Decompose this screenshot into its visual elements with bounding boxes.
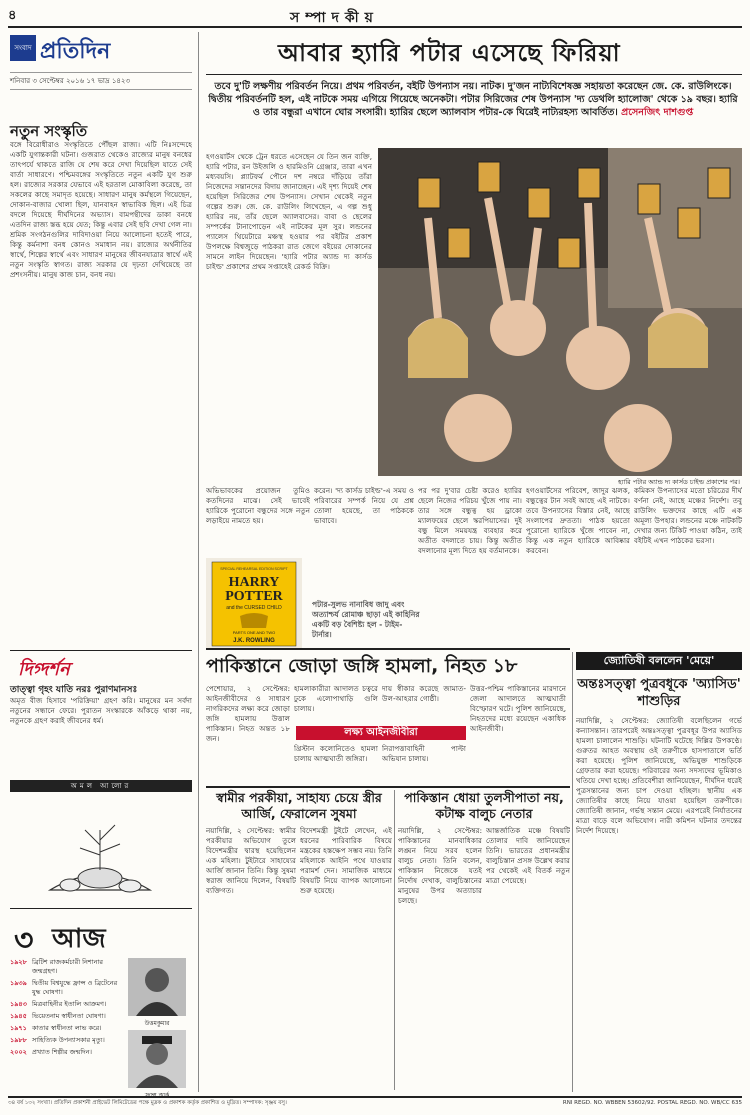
aaj-date-number: ৩ — [14, 923, 34, 958]
pakistan-headline: পাকিস্তানে জোড়া জঙ্গি হামলা, নিহত ১৮ — [206, 655, 518, 677]
aaj-item: ১৯২৮ ব্রিটিশ রাজকর্মচারী নিশানার জন্মগ্রহণ। — [10, 958, 103, 975]
aaj-list — [10, 958, 122, 1060]
swami-headline: স্বামীর পরকীয়া, সাহায্য চেয়ে স্ত্রীর আর্জি, ফেরালেন সুষমা — [216, 790, 382, 821]
pakistan-story-text: উত্তর-পশ্চিম পাকিস্তানের মারদানে জেলা আদালতে আত্মঘাতী বিস্ফোরণ ঘটে। পুলিশ জানিয়েছে, নিহতদের মধ্যে রয়েছেন একাধিক আইনজীবী। — [470, 684, 566, 733]
aaj-item: ১৯৪৩ মিত্রবাহিনীর ইতালি আক্রমণ। — [10, 1000, 107, 1008]
footer-imprint: ৩৪ বর্ষ ১৩২ সংখ্যা। প্রতিদিন প্রকাশনী প্রাইভেট লিমিটেডের পক্ষে মুদ্রক ও প্রকাশক কর্তৃক প্রকাশিত ও মুদ্রিত। সম্পাদক: সৃঞ্জয় বসু। — [8, 1100, 287, 1106]
swami-story-text: বিদেশমন্ত্রী টুইটে লেখেন, এই ধরনের পারিবারিক বিষয়ে মন্ত্রকের হস্তক্ষেপ সম্ভব নয়। তিনি মহিলাকে আইনি পথে যাওয়ার পরামর্শ দেন। সামাজিক মাধ্যমে বিষয়টি নিয়ে ব্যাপক আলোচনা শুরু হয়েছে। — [300, 826, 392, 895]
lead-story-text: অভিভাবকের প্রয়োজন তুমিও কতদিনের মাঝে। সেই ভাবেই হ্যারিকে পুরোনো বন্ধুদের সঙ্গে নতুন লড়াইয়ে নামতে হয়। — [206, 486, 310, 525]
book-subtitle: and the CURSED CHILD — [226, 605, 282, 611]
aaj-item: ১৯৩৯ দ্বিতীয় বিশ্বযুদ্ধে ফ্রান্স ও ব্রিটেনের যুদ্ধ ঘোষণা। — [10, 979, 118, 996]
baluch-headline: পাকিস্তান ধোয়া তুলসীপাতা নয়, কটাক্ষ বালুচ নেতার — [404, 790, 564, 821]
masthead-name: প্রতিদিন — [40, 39, 111, 64]
aaj-item: ২০০২ প্রখ্যাত শিল্পীর জন্মদিন। — [10, 1048, 92, 1056]
book-cover-image — [206, 558, 302, 650]
jyotishi-tag: জ্যোতিষী বললেন 'মেয়ে' — [576, 652, 742, 670]
pull-quote: পটার-সুলভ নানাবিধ জাদু এবং অত্যাশ্চর্য রোমাঞ্চ ছাড়া এই কাহিনির একটি বড় বৈশিষ্ট্য হল - টাইম-টার্নার। — [312, 600, 420, 639]
swami-story-text: নয়াদিল্লি, ২ সেপ্টেম্বর: স্বামীর পরকীয়ার অভিযোগ তুলে বিদেশমন্ত্রীর দ্বারস্থ হয়েছিলেন এক মহিলা। টুইটারে সাহায্যের আর্জি জানান তিনি। কিন্তু সুষমা স্বরাজ জানিয়ে দিলেন, বিষয়টি ব্যক্তিগত। — [206, 826, 296, 895]
lead-story-text: কমিকস উপন্যাসের মতো চরিত্রের দীর্ঘ বর্ণনা নেই, আছে মঞ্চের নির্দেশ। তবু রাউলিং ভক্তদের কাছে এটি এক অমূল্য উপহার। লন্ডনের মঞ্চে নাটকটি দেখার জন্য টিকিট পাওয়া কঠিন, তাই বইটিই এখন পাঠকের ভরসা। — [634, 486, 742, 545]
book-tag: SPECIAL REHEARSAL EDITION SCRIPT — [220, 567, 288, 571]
pakistan-story-text: নিরাপত্তাবাহিনী পাল্টা অভিযান চালায়। — [382, 744, 466, 763]
digdarshan-subtitle: তাত্ত্বা গৃহং যাতি নরঃ পুরাণমানসঃ — [10, 685, 138, 695]
author-credit: প্রসেনজিৎ দাশগুপ্ত — [621, 107, 694, 118]
digdarshan-body: অমৃত বীজ হিসাবে 'পরিক্রিয়া' গ্রহণ করি। মানুষের মন সর্বদা নতুনের সন্ধানে ফেরে। পুরাতন সংস্কারকে আঁকড়ে থাকা নয়, নতুনকে গ্রহণ করাই জীবনের ধর্ম। — [10, 696, 192, 725]
aaj-item: ১৯৪৫ ভিয়েতনাম স্বাধীনতা ঘোষণা। — [10, 1012, 106, 1020]
pakistan-story-text: হামলাকারীরা আদালত চত্বরে ঢুকে এলোপাথাড়ি গুলি চালায়। — [294, 684, 378, 713]
photo-caption: হ্যারি পটার অ্যান্ড দ্য কার্সড চাইল্ড প্রকাশের পর। — [618, 478, 740, 486]
dateline: শনিবার ৩ সেপ্টেম্বর ২০১৬ ১৭ ভাদ্র ১৪২৩ — [10, 72, 192, 90]
editorial-body: বঙ্গে বিরোধীরাও সংস্কৃতিতে পৌঁছল রাজ্য। এটি নিঃসন্দেহে একটি যুগান্তকারী ঘটনা। গুজরাত থেকেও রাজ্যের মানুষ বনধের তাৎপর্যে থাকতে রাজি যে শেষ করে দেখা দিয়েছিল যাতে সেই বার্তা সাধারণে। পশ্চিমবঙ্গের সংস্কৃতিতে নতুন একটি যুগ শুরু হল। রাজ্যের সরকার যেভাবে এই হরতাল মোকাবিলা করেছে, তা সকলের কাছে সমাদৃত হয়েছে। সাধারণ মানুষ কর্মস্থলে গিয়েছেন, দোকান-বাজার খোলা ছিল, যানবাহন স্বাভাবিক ছিল। এই চিত্র বদলে দিয়েছে দীর্ঘদিনের অভ্যাস। বামপন্থীদের ডাকা বনধে এতদিন রাজ্য স্তব্ধ হয়ে যেত; কিন্তু এবার সেই ছবি দেখা গেল না। শ্রমিক সংগঠনগুলির দাবিদাওয়া নিয়ে আলোচনা হতেই পারে, কিন্তু কর্মনাশা বনধ কোনও সমাধান নয়। রাজ্যের অর্থনীতির স্বার্থে, শিল্পের স্বার্থে এবং সাধারণ মানুষের জীবনযাত্রার স্বার্থে এই নতুন সংস্কৃতি স্বাগত। রাজ্য সরকার যে দৃঢ়তা দেখিয়েছে তা প্রশংসনীয়। মানুষ কাজ চান, বনধ নয়। — [10, 140, 192, 279]
baluch-story-text: আন্তর্জাতিক মঞ্চে বিষয়টি তোলার দাবি জানিয়েছেন তিনি। ভারতের প্রধানমন্ত্রীর বালুচিস্তান প্রসঙ্গ উল্লেখ করার পর থেকেই এই বিতর্ক নতুন মাত্রা পেয়েছে। — [486, 826, 570, 885]
lead-deck: তবে দু'টি লক্ষণীয় পরিবর্তন নিয়ে। প্রথম পরিবর্তন, বইটি উপন্যাস নয়। নাটক। দু'জন নাট্যবিশেষজ্ঞ সহায়তা করেছেন জে. কে. রাউলিংকে। দ্বিতীয় পরিবর্তনটি হল, এই নাটকে সময় এগিয়ে গিয়েছে অনেকটা। পটার সিরিজের শেষ উপন্যাস 'দ্য ডেথলি হ্যালোজ' থেকে ১৯ বছর। হ্যারি ও তার বন্ধুরা এখানে ঘোর সংসারী। হ্যারির ছেলে অ্যালবাস পটার-কে ঘিরেই নাট্যরহস্য আবর্তিত। প্রসেনজিৎ দাশগুপ্ত — [208, 81, 738, 118]
registration-number: RNI REGD. NO. WBBEN 53602/92. POSTAL REGD. NO. WB/CC 635 — [562, 1100, 742, 1106]
book-parts: PARTS ONE AND TWO — [232, 630, 276, 635]
divider — [206, 786, 570, 788]
book-author: J.K. ROWLING — [233, 638, 275, 644]
aaj-item: ১৯৮৮ সাহিত্যিক উপন্যাসকার মৃত্যু। — [10, 1036, 105, 1044]
pakistan-subhead: লক্ষ্য আইনজীবীরা — [296, 726, 466, 740]
digdarshan-title: দিগ্দর্শন — [18, 659, 70, 680]
jyotishi-headline: অন্তঃসত্ত্বা পুত্রবধূকে 'অ্যাসিড' শাশুড়ির — [577, 677, 741, 709]
page-number: ৪ — [8, 8, 17, 23]
divider — [206, 74, 742, 75]
amal-alo-banner: অমল আলোর — [10, 780, 192, 792]
lead-story-text: করেন। 'দ্য কার্সড চাইল্ড'-এ সময় ও পরিবারের সম্পর্ক নিয়ে যে প্রশ্ন তোলা হয়েছে, তা পাঠককে ভাবাবে। — [314, 486, 414, 525]
lead-story-text: পর পর দু'বার চেষ্টা করেও হ্যারির ছেলে নিজের পরিচয় খুঁজে পায় না। তার সঙ্গে বন্ধুত্ব হয় ড্রাকো ম্যালফয়ের ছেলে স্করপিয়াসের। দুই বন্ধু মিলে সময়যন্ত্র ব্যবহার করে অতীত বদলাতে চায়। কিন্তু অতীত বদলানোর মূল্য দিতে হয় বর্তমানকে। — [418, 486, 522, 555]
aaj-label: আজ — [52, 924, 106, 954]
book-title-1: HARRY — [228, 575, 280, 590]
column-rule — [198, 32, 199, 1092]
divider — [10, 908, 192, 909]
baluch-story-text: নয়াদিল্লি, ২ সেপ্টেম্বর: পাকিস্তানের মানবাধিকার লঙ্ঘন নিয়ে সরব হলেন বালুচ নেতা। তিনি বলেন, পাকিস্তান নিজেকে যতই নির্দোষ দেখাক, বালুচিস্তানের মানুষের উপর অত্যাচার চলছে। — [398, 826, 482, 905]
lead-headline: আবার হ্যারি পটার এসেছে ফিরিয়া — [278, 39, 621, 67]
section-title: সম্পাদকীয় — [290, 10, 379, 26]
page-footer — [8, 1096, 742, 1107]
portrait-photo — [128, 1030, 186, 1088]
divider — [206, 648, 570, 650]
portrait-caption: ফ্রান্স ক্লার্ক — [144, 1092, 170, 1099]
top-rule — [8, 26, 742, 28]
portrait-caption: উত্তমকুমার — [144, 1020, 170, 1027]
portrait-photo — [128, 958, 186, 1016]
editorial-title: নতুন সংস্কৃতি — [10, 122, 88, 140]
book-title-2: POTTER — [225, 589, 283, 604]
lead-story-text: হগওয়ার্টস থেকে ট্রেন ধরতে এসেছেন যে তিন জন ব্যক্তি, হ্যারি পটার, রন উইজলি ও হারমিওনি গ্রেঞ্জার, তারা এখন মধ্যবয়সি। প্ল্যাটফর্ম পৌনে দশ নম্বরে দাঁড়িয়ে তাঁরা নিজেদের সন্তানদের বিদায় জানাচ্ছেন। এই দৃশ্য দিয়েই শেষ হয়েছিল সিরিজের শেষ উপন্যাস। সেখান থেকেই নতুন গল্পের শুরু। জে. কে. রাউলিং লিখেছেন, এ গল্প শুধু হ্যারির নয়, তাঁর ছেলে অ্যালবাসের। বাবা ও ছেলের সম্পর্কের টানাপোড়েন এই নাটকের মূল সুর। লন্ডনের প্যালেস থিয়েটারে মঞ্চস্থ হওয়ার পর বইটির প্রকাশ উপলক্ষে বিশ্বজুড়ে পাঠকরা রাত জেগে বইয়ের দোকানের সামনে লাইন দিয়েছেন। 'হ্যারি পটার অ্যান্ড দ্য কার্সড চাইল্ড' প্রকাশের প্রথম সপ্তাহেই রেকর্ড বিক্রি। — [206, 152, 372, 271]
aaj-item: ১৯৭১ কাতার স্বাধীনতা লাভ করে। — [10, 1024, 102, 1032]
masthead-logo: সংবাদ — [10, 35, 36, 61]
pakistan-story-text: দায় স্বীকার করেছে জামাত-উল-আহরার গোষ্ঠী। — [382, 684, 466, 703]
divider — [10, 650, 192, 651]
pakistan-story-text: খ্রিস্টান কলোনিতেও হামলা চালায় আত্মঘাতী জঙ্গিরা। — [294, 744, 378, 763]
crowd-holding-books-photo — [378, 148, 742, 476]
column-rule — [572, 652, 573, 1092]
jyotishi-story-text: নয়াদিল্লি, ২ সেপ্টেম্বর: জ্যোতিষী বলেছিলেন গর্ভে কন্যাসন্তান। তারপরেই অন্তঃসত্ত্বা পুত্রবধূর উপর অ্যাসিড হামলা চালালেন শাশুড়ি। ঘটনাটি ঘটেছে দিল্লির উপকণ্ঠে। গুরুতর আহত অবস্থায় ওই তরুণীকে হাসপাতালে ভর্তি করা হয়েছে। পুলিশ জানিয়েছে, অভিযুক্ত শাশুড়িকে গ্রেফতার করা হয়েছে। পরিবারের অন্য সদস্যদের ভূমিকাও খতিয়ে দেখা হচ্ছে। প্রতিবেশীরা জানিয়েছেন, দীর্ঘদিন ধরেই পুত্রসন্তানের জন্য চাপ দেওয়া হচ্ছিল। স্থানীয় এক জ্যোতিষীর কাছে নিয়ে যাওয়া হয়েছিল তরুণীকে। জ্যোতিষী জানান, গর্ভস্থ সন্তান মেয়ে। এরপরেই নির্যাতনের মাত্রা বাড়ে বলে অভিযোগ। নারী কমিশন ঘটনার তদন্তের নির্দেশ দিয়েছে। — [576, 716, 742, 835]
pakistan-story-text: পেশোয়ার, ২ সেপ্টেম্বর: আইনজীবীদের ও সাধারণ নাগরিকদের লক্ষ্য করে জোড়া জঙ্গি হামলায় উত্তাল পাকিস্তান। নিহত অন্তত ১৮ জন। — [206, 684, 290, 743]
lead-story-text: হগওয়ার্টসের পরিবেশ, জাদুর ঝলক, বন্ধুত্বের টান সবই আছে এই নাটকে। তবে উপন্যাসের বিস্তার নেই, আছে সংলাপের দ্রুততা। পাঠক হয়তো পুরোনো হ্যারিকে খুঁজে পাবেন না, কিন্তু এক নতুন হ্যারিকে আবিষ্কার করবেন। — [526, 486, 630, 555]
plant-sketch-illustration — [30, 800, 170, 900]
column-rule — [394, 790, 395, 1090]
